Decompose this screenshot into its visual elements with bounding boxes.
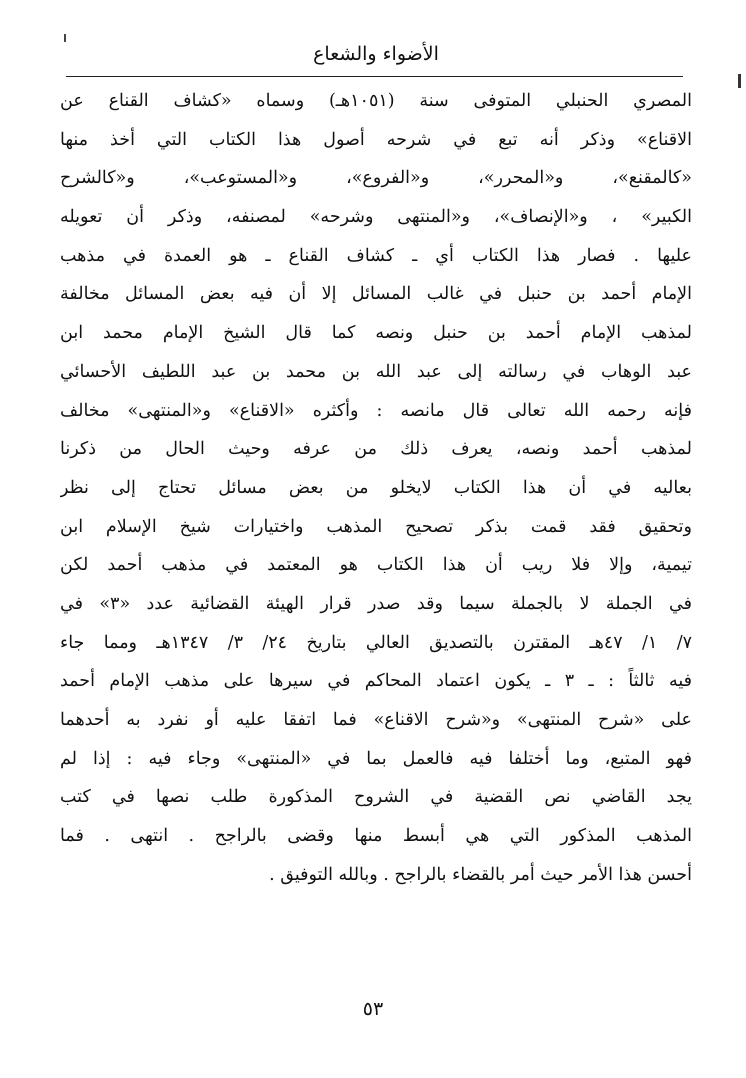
text-line: «كالمقنع»، و«المحرر»، و«الفروع»، و«المستوعب»، و«كالشرح bbox=[60, 168, 692, 189]
running-header-title: الأضواء والشعاع bbox=[313, 43, 439, 65]
header-divider bbox=[66, 76, 683, 77]
text-line: عليها . فصار هذا الكتاب أي ـ كشاف القناع ـ هو العمدة في مذهب bbox=[60, 245, 692, 266]
text-line: الكبير» ، و«الإنصاف»، و«المنتهى وشرحه» لمصنفه، وذكر أن تعويله bbox=[60, 207, 692, 228]
edge-mark bbox=[738, 74, 741, 88]
text-line: المصري الحنبلي المتوفى سنة (١٠٥١هـ) وسماه «كشاف القناع عن bbox=[60, 91, 692, 111]
text-line: في الجملة لا بالجملة سيما وقد صدر قرار الهيئة القضائية عدد «٣» في bbox=[60, 593, 692, 614]
text-line: ٧/ ١/ ٤٧هـ المقترن بالتصديق العالي بتاريخ ٢٤/ ٣/ ١٣٤٧هـ ومما جاء bbox=[60, 632, 692, 653]
text-line: فيه ثالثاً : ـ ٣ ـ يكون اعتماد المحاكم في سيرها على مذهب الإمام أحمد bbox=[60, 671, 692, 692]
text-line: المذهب المذكور التي هي أبسط منها وقضى بالراجح . انتهى . فما bbox=[60, 826, 692, 847]
text-line: يجد القاضي نص القضية في الشروح المذكورة طلب نصها في كتب bbox=[60, 787, 692, 808]
main-text bbox=[60, 82, 692, 894]
text-line: لمذهب الإمام أحمد بن حنبل ونصه كما قال الشيخ الإمام محمد ابن bbox=[60, 323, 692, 344]
text-line-last: أحسن هذا الأمر حيث أمر بالقضاء بالراجح . وبالله التوفيق . bbox=[269, 864, 692, 885]
text-line: على «شرح المنتهى» و«شرح الاقناع» فما اتفقا عليه أو نفرد به أحدهما bbox=[60, 710, 692, 730]
text-line: وتحقيق فقد قمت بذكر تصحيح المذهب واختيارات شيخ الإسلام ابن bbox=[60, 516, 692, 537]
page-number: ٥٣ bbox=[362, 998, 384, 1020]
text-line: الإمام أحمد بن حنبل في غالب المسائل إلا أن فيه بعض المسائل مخالفة bbox=[60, 284, 692, 305]
text-line: فإنه رحمه الله تعالى قال مانصه : وأكثره «الاقناع» و«المنتهى» مخالف bbox=[60, 400, 692, 421]
text-line: فهو المتبع، وما أختلفا فيه فالعمل بما في «المنتهى» وجاء فيه : إذا لم bbox=[60, 748, 692, 769]
text-line: الاقناع» وذكر أنه تبع في شرحه أصول هذا الكتاب التي أخذ منها bbox=[60, 129, 692, 150]
text-line: تيمية، وإلا فلا ريب أن هذا الكتاب هو المعتمد في مذهب أحمد لكن bbox=[60, 555, 692, 576]
text-line: بعاليه في أن هذا الكتاب لايخلو من بعض مسائل تحتاج إلى نظر bbox=[60, 477, 692, 498]
text-line: عبد الوهاب في رسالته إلى عبد الله بن محمد بن عبد اللطيف الأحسائي bbox=[60, 361, 692, 382]
text-line: لمذهب أحمد ونصه، يعرف ذلك من عرفه وحيث الحال من ذكرنا bbox=[60, 439, 692, 460]
